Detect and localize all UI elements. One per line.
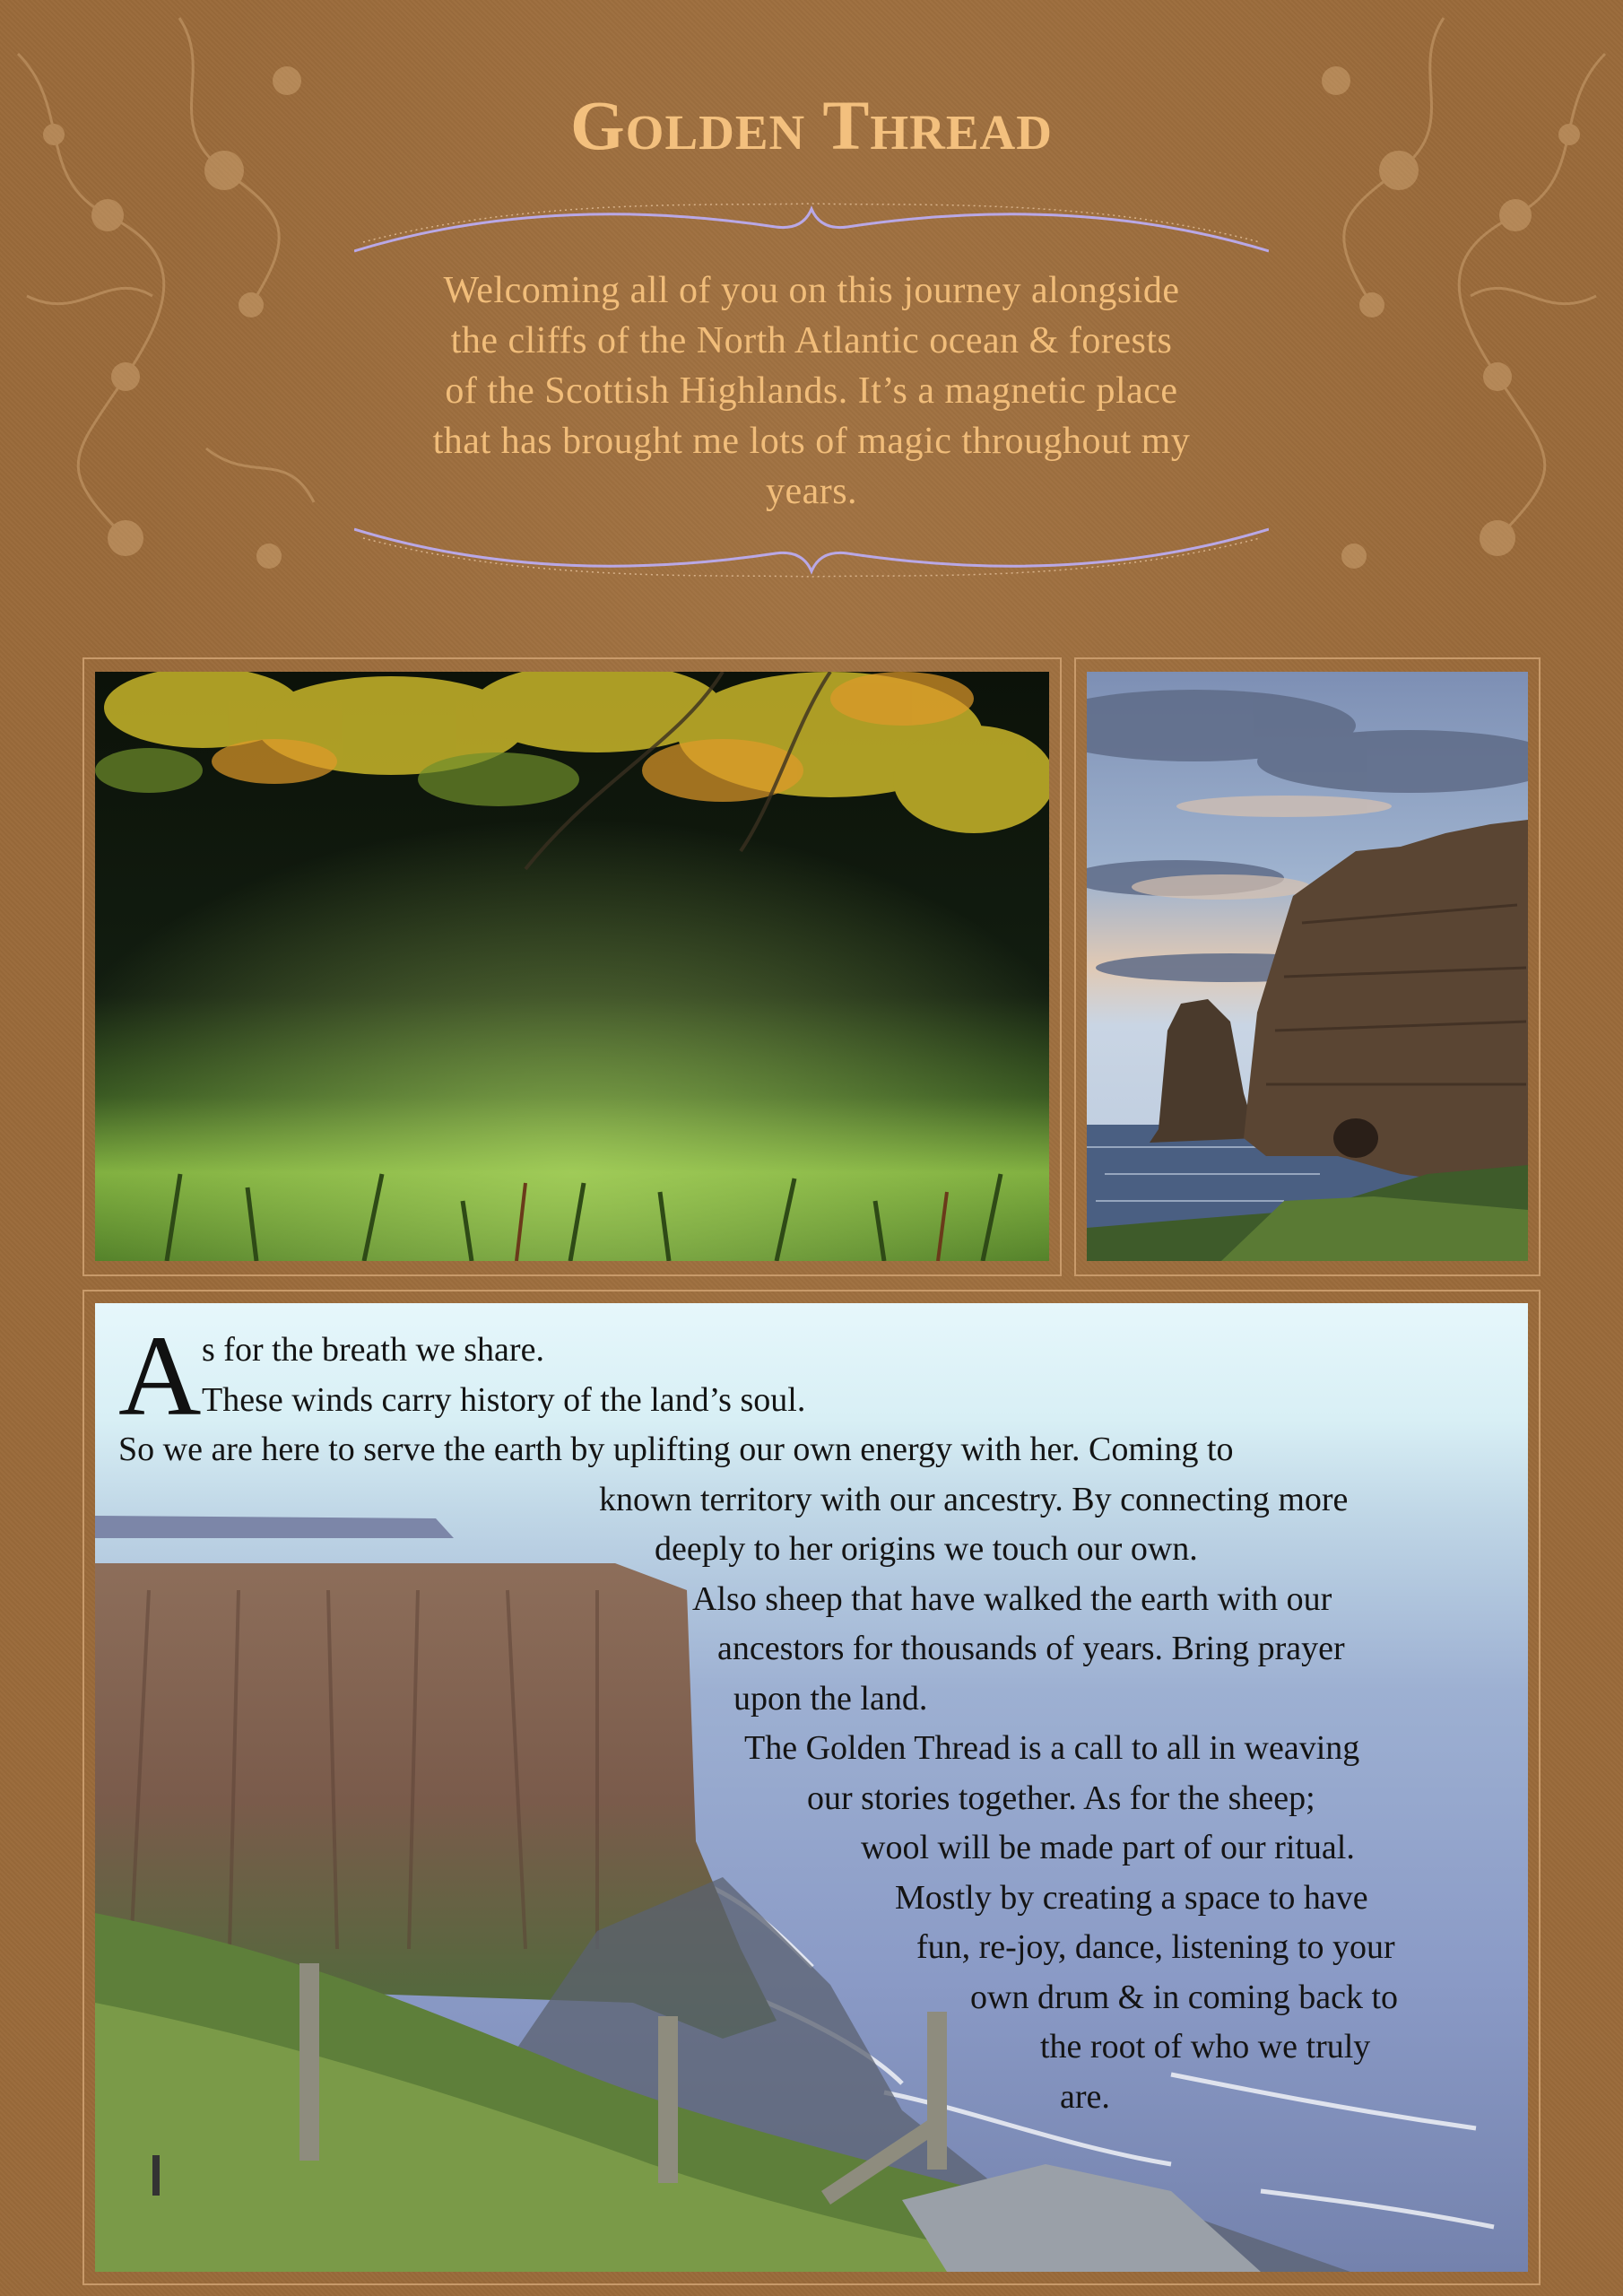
poem-line: the root of who we truly xyxy=(1040,2028,1371,2066)
poem-line: ancestors for thousands of years. Bring prayer xyxy=(717,1630,1345,1667)
poem-line: our stories together. As for the sheep; xyxy=(807,1779,1315,1817)
poem-line: So we are here to serve the earth by uplifting our own energy with her. Coming to xyxy=(118,1431,1234,1468)
page-title: Golden Thread xyxy=(570,86,1053,164)
poem-line: Mostly by creating a space to have xyxy=(895,1878,1368,1917)
forest-meadow-photo xyxy=(95,672,1049,1261)
intro-line: Welcoming all of you on this journey alongside xyxy=(443,270,1180,311)
poem-line: The Golden Thread is a call to all in weaving xyxy=(744,1729,1360,1767)
poem-line: are. xyxy=(1060,2077,1110,2116)
sea-stack-cliffs-photo xyxy=(1087,672,1528,1261)
poem-line: wool will be made part of our ritual. xyxy=(861,1829,1355,1866)
poem-line: s for the breath we share. xyxy=(202,1331,544,1369)
intro-line: the cliffs of the North Atlantic ocean & forests xyxy=(450,320,1173,361)
poem-drop-cap: A xyxy=(118,1312,202,1439)
intro-paragraph xyxy=(354,265,1269,517)
wave-divider-bottom xyxy=(354,516,1269,578)
wave-divider-top xyxy=(354,202,1269,265)
poem-line: These winds carry history of the land’s soul. xyxy=(202,1380,806,1419)
poem-text xyxy=(117,1326,1515,2122)
poem-line: known territory with our ancestry. By connecting more xyxy=(599,1480,1349,1518)
poem-line: Also sheep that have walked the earth with our xyxy=(692,1579,1332,1618)
intro-line: of the Scottish Highlands. It’s a magnetic place xyxy=(445,370,1178,412)
poem-line: deeply to her origins we touch our own. xyxy=(655,1530,1198,1568)
poem-line: upon the land. xyxy=(733,1679,928,1718)
intro-line: that has brought me lots of magic throughout my xyxy=(432,421,1191,462)
poem-line: fun, re-joy, dance, listening to your xyxy=(916,1928,1395,1966)
intro-line: years. xyxy=(765,471,858,512)
poem-line: own drum & in coming back to xyxy=(970,1978,1399,2016)
